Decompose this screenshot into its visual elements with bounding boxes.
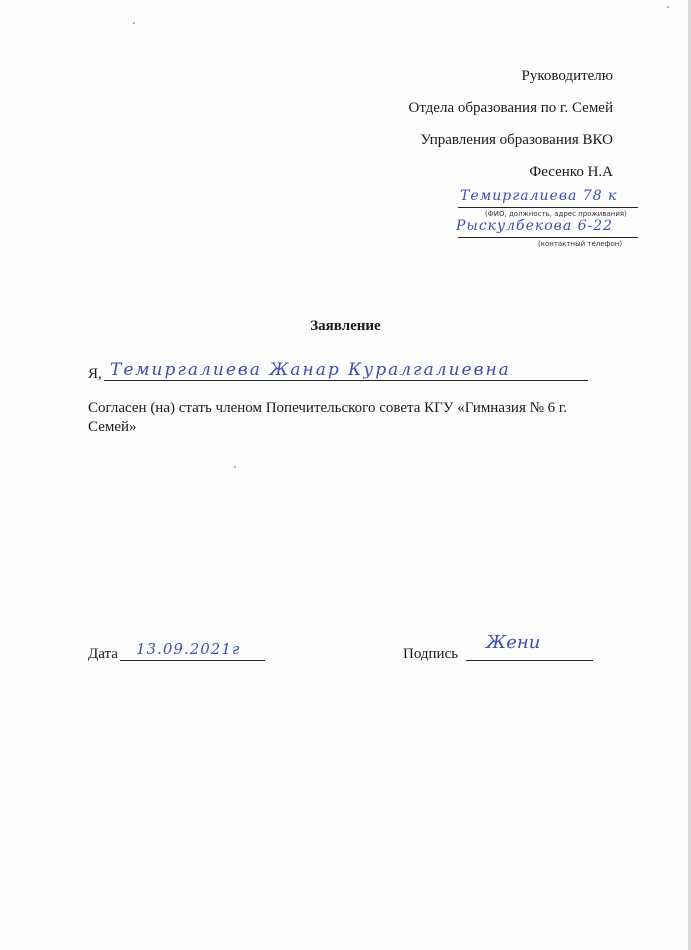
statement-line-2: Семей» <box>88 419 137 435</box>
i-prefix: Я, <box>88 366 102 382</box>
date-underline <box>120 660 265 661</box>
full-name-underline <box>104 380 588 381</box>
scan-speck <box>133 22 135 24</box>
date-handwritten: 13.09.2021г <box>136 640 241 658</box>
statement-line-1: Согласен (на) стать членом Попечительского совета КГУ «Гимназия № 6 г. <box>88 400 568 416</box>
addressee-line-4: Фесенко Н.А <box>529 164 613 180</box>
applicant-name-underline <box>458 207 638 208</box>
scan-speck <box>667 6 669 8</box>
addressee-line-1: Руководителю <box>521 68 613 84</box>
scan-speck <box>234 466 236 468</box>
full-name-handwritten: Темиргалиева Жанар Куралгалиевна <box>110 360 511 380</box>
signature-underline <box>466 660 593 661</box>
applicant-name-handwritten: Темиргалиева 78 к <box>460 188 618 204</box>
signature-handwritten: Жени <box>486 632 541 653</box>
applicant-name-caption: (ФИО, должность, адрес проживания) <box>485 210 627 218</box>
signature-label: Подпись <box>403 646 459 662</box>
document-title: Заявление <box>310 318 381 334</box>
addressee-line-3: Управления образования ВКО <box>420 132 613 148</box>
addressee-line-2: Отдела образования по г. Семей <box>408 100 613 116</box>
applicant-address-underline <box>458 237 638 238</box>
date-label: Дата <box>88 646 118 662</box>
applicant-phone-caption: (контактный телефон) <box>538 240 623 248</box>
applicant-address-handwritten: Рыскулбекова 6-22 <box>456 218 614 234</box>
